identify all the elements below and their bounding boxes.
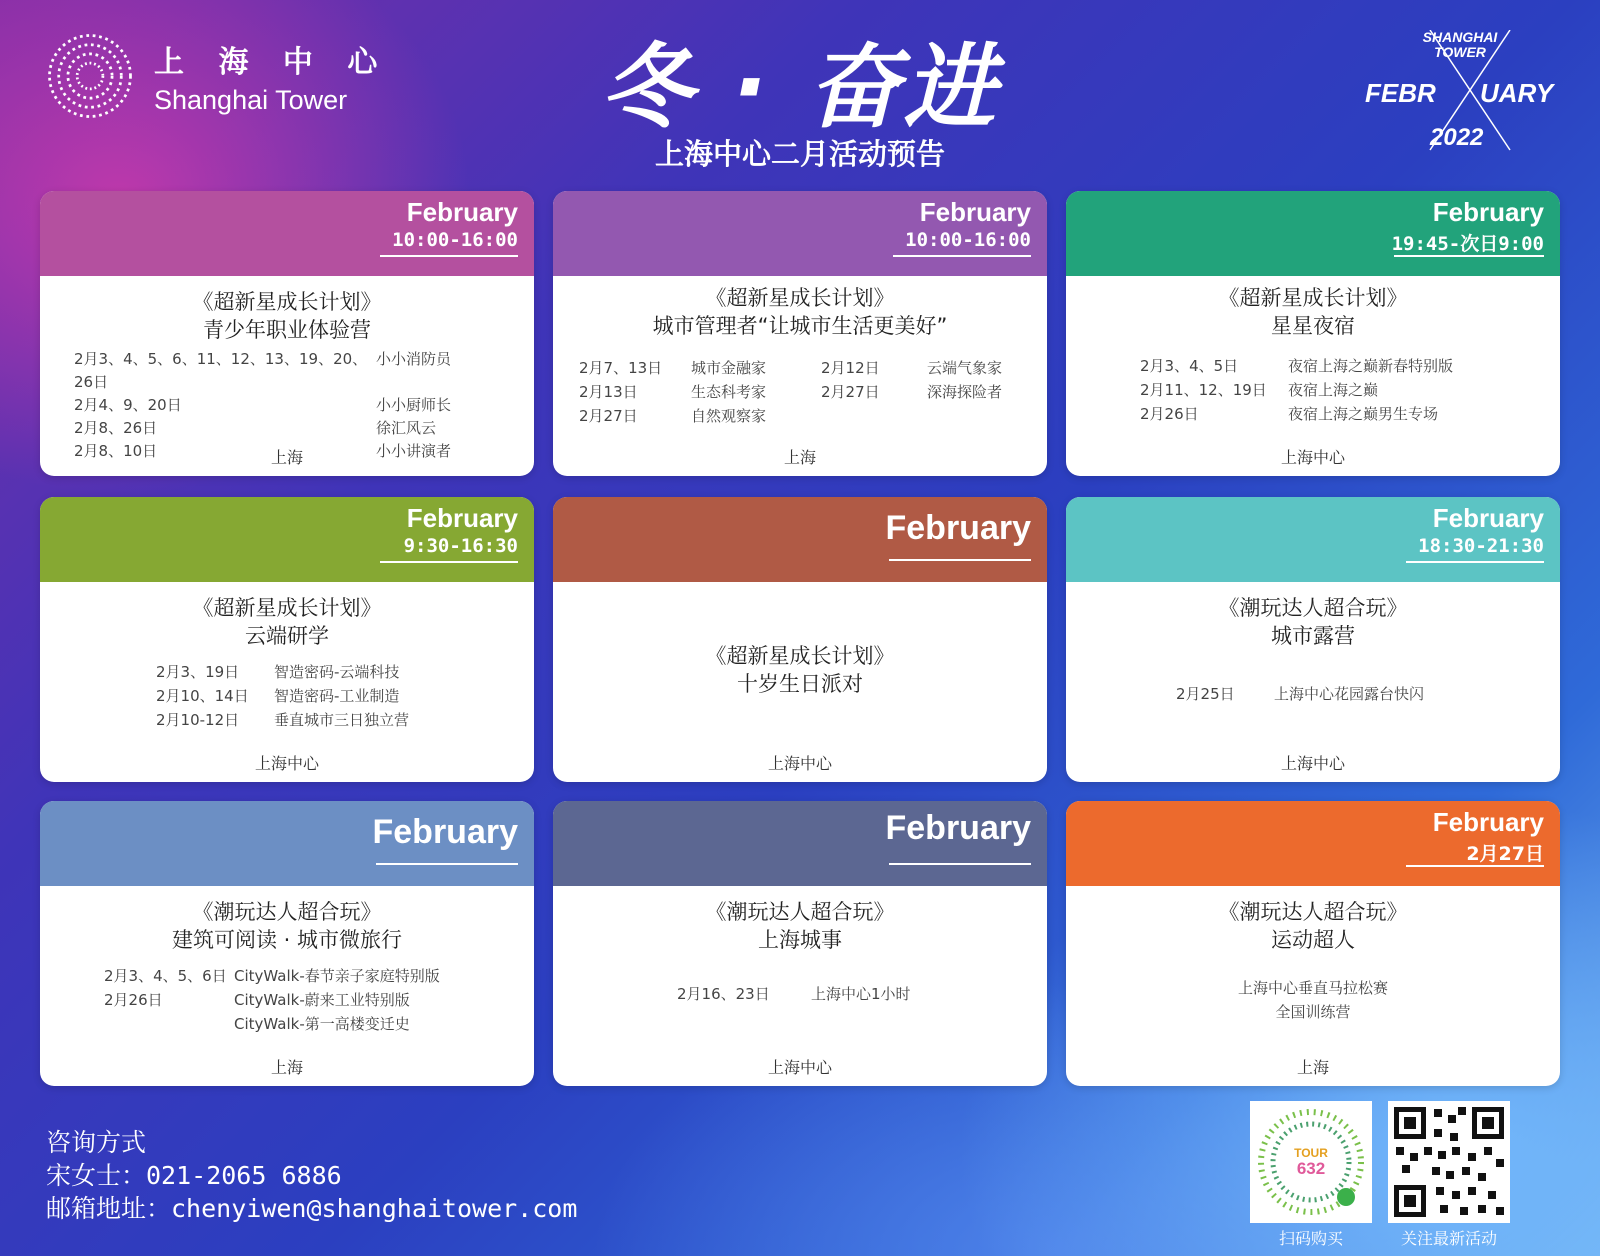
schedule-row: 全国训练营 [1275, 1003, 1351, 1021]
page-title: 冬 · 奋进 [600, 34, 1000, 141]
card-title [40, 276, 534, 344]
schedule-row: 2月16、23日 上海中心1小时 [677, 985, 911, 1003]
badge-month-right: UARY [1480, 78, 1554, 108]
card-venue: 上海中心 [254, 754, 319, 773]
event-card-sports-hero[interactable] [1066, 801, 1560, 1086]
card-header [553, 497, 1047, 582]
logo-english-name: Shanghai Tower [154, 84, 348, 115]
card-venue: 上海 [270, 1058, 303, 1077]
card-event-title: 上海城事 [758, 928, 842, 952]
contact-info [46, 1126, 577, 1225]
card-title [1066, 276, 1560, 340]
card-event-title: 建筑可阅读 · 城市微旅行 [171, 928, 403, 952]
schedule-row: 2月26日 夜宿上海之巅男生专场 [1140, 405, 1439, 423]
mini-program-code-icon [1250, 1101, 1372, 1223]
contact-label: 咨询方式 [46, 1128, 147, 1157]
card-month: February [406, 197, 518, 227]
card-header [553, 191, 1047, 276]
badge-tower-label: SHANGHAI TOWER [1422, 29, 1498, 60]
tower-spiral-icon [44, 30, 136, 122]
event-card-shanghai-stories[interactable] [553, 801, 1047, 1086]
event-card-career-camp[interactable] [40, 191, 534, 476]
card-header [40, 191, 534, 276]
schedule-row: 上海中心垂直马拉松赛 [1237, 979, 1388, 997]
qr-code-icon [1388, 1101, 1510, 1223]
qr-brand-text-top: TOUR [1294, 1146, 1328, 1160]
card-title [40, 886, 534, 954]
qr-brand-text-bottom: 632 [1296, 1159, 1326, 1178]
card-title [553, 582, 1047, 698]
card-time: 9:30-16:30 [403, 535, 518, 557]
card-month: February [1432, 807, 1544, 837]
card-time: 19:45-次日9:00 [1391, 233, 1544, 255]
event-card-birthday-party[interactable] [553, 497, 1047, 782]
card-month: February [1432, 503, 1544, 533]
qr-caption-purchase: 扫码购买 [1278, 1229, 1343, 1248]
card-title [1066, 886, 1560, 954]
schedule-row: 2月25日 上海中心花园露台快闪 [1176, 685, 1425, 703]
schedule-row: 2月3、4、5、6日 CityWalk-春节亲子家庭特别版 [104, 967, 440, 985]
badge-month-left: FEBR [1365, 78, 1436, 108]
schedule-row: 2月8、26日 徐汇风云 [74, 419, 437, 437]
card-series-title: 《超新星成长计划》 [192, 596, 382, 620]
badge-year: 2022 [1430, 124, 1484, 151]
card-venue: 上海中心 [1280, 754, 1345, 773]
card-month: February [1432, 197, 1544, 227]
card-venue: 上海中心 [767, 1058, 832, 1077]
header-underline [893, 255, 1031, 257]
schedule-row: 2月3、4、5、6、11、12、13、19、20、26日 小小消防员 [74, 350, 452, 391]
card-header [1066, 801, 1560, 886]
schedule-row: 2月26日 CityWalk-蔚来工业特别版 [104, 991, 410, 1009]
wechat-qr-code[interactable] [1388, 1101, 1510, 1223]
schedule-list [1066, 976, 1560, 1024]
schedule-list [1176, 682, 1424, 706]
header-underline [376, 863, 518, 865]
card-time: 2月27日 [1466, 843, 1544, 865]
event-card-city-manager[interactable] [553, 191, 1047, 476]
card-month: February [919, 197, 1031, 227]
card-event-title: 城市露营 [1271, 624, 1355, 648]
header-underline [889, 863, 1031, 865]
schedule-row: 2月10-12日 垂直城市三日独立营 [156, 711, 410, 729]
page-header [0, 0, 1600, 190]
card-series-title: 《潮玩达人超合玩》 [192, 900, 382, 924]
card-header [1066, 497, 1560, 582]
schedule-row: 2月27日 自然观察家 [579, 407, 767, 425]
event-card-city-camping[interactable] [1066, 497, 1560, 782]
contact-email[interactable]: 邮箱地址：chenyiwen@shanghaitower.com [46, 1194, 578, 1223]
schedule-row: 2月3、4、5日 夜宿上海之巅新春特别版 [1140, 357, 1454, 375]
card-series-title: 《超新星成长计划》 [1218, 286, 1408, 310]
header-underline [380, 561, 518, 563]
month-badge [1360, 30, 1560, 160]
card-time: 10:00-16:00 [905, 229, 1031, 251]
card-header [553, 801, 1047, 886]
schedule-row: 2月13日 生态科考家 2月27日 深海探险者 [579, 383, 1003, 401]
card-series-title: 《潮玩达人超合玩》 [1218, 596, 1408, 620]
schedule-row: CityWalk-第一高楼变迁史 [234, 1015, 410, 1033]
header-underline [1406, 865, 1544, 867]
card-title [1066, 582, 1560, 650]
header-underline [380, 255, 518, 257]
card-month: February [372, 813, 518, 851]
schedule-row: 2月8、10日 小小讲演者 [74, 442, 452, 460]
card-series-title: 《超新星成长计划》 [192, 290, 382, 314]
card-header [1066, 191, 1560, 276]
card-venue: 上海中心 [767, 754, 832, 773]
card-series-title: 《潮玩达人超合玩》 [705, 900, 895, 924]
card-title [40, 582, 534, 650]
card-event-title: 运动超人 [1271, 928, 1355, 952]
contact-phone[interactable]: 宋女士：021-2065 6886 [46, 1161, 342, 1190]
schedule-list [156, 660, 409, 732]
card-series-title: 《超新星成长计划》 [705, 644, 895, 668]
card-event-title: 星星夜宿 [1271, 314, 1355, 338]
card-header [40, 801, 534, 886]
card-series-title: 《潮玩达人超合玩》 [1218, 900, 1408, 924]
logo-chinese-name: 上 海 中 心 [154, 44, 390, 80]
card-month: February [406, 503, 518, 533]
card-series-title: 《超新星成长计划》 [705, 286, 895, 310]
card-title [553, 886, 1047, 954]
shanghai-tower-logo[interactable] [44, 30, 389, 122]
schedule-row: 2月11、12、19日 夜宿上海之巅 [1140, 381, 1379, 399]
schedule-list [1140, 354, 1453, 426]
card-venue: 上海 [783, 448, 816, 467]
card-header [40, 497, 534, 582]
page-subtitle: 上海中心二月活动预告 [654, 137, 945, 171]
header-underline [889, 559, 1031, 561]
event-card-architecture-walk[interactable] [40, 801, 534, 1086]
schedule-list [677, 982, 911, 1006]
card-month: February [885, 509, 1031, 547]
header-underline [1394, 255, 1544, 257]
qr-caption-follow: 关注最新活动 [1400, 1229, 1497, 1248]
schedule-row: 2月10、14日 智造密码-工业制造 [156, 687, 400, 705]
card-event-title: 云端研学 [245, 624, 329, 648]
schedule-row: 2月3、19日 智造密码-云端科技 [156, 663, 400, 681]
schedule-row: 2月7、13日 城市金融家 2月12日 云端气象家 [579, 359, 1003, 377]
event-card-cloud-study[interactable] [40, 497, 534, 782]
schedule-list [579, 356, 1002, 428]
card-venue: 上海 [270, 448, 303, 467]
schedule-list [104, 964, 440, 1036]
tour632-qr-code[interactable] [1250, 1101, 1372, 1223]
card-event-title: 城市管理者“让城市生活更美好” [652, 314, 948, 338]
card-event-title: 十岁生日派对 [737, 672, 863, 696]
event-card-stargazing[interactable] [1066, 191, 1560, 476]
header-underline [1406, 561, 1544, 563]
card-venue: 上海 [1296, 1058, 1329, 1077]
schedule-row: 2月4、9、20日 小小厨师长 [74, 396, 452, 414]
card-time: 10:00-16:00 [392, 229, 518, 251]
card-time: 18:30-21:30 [1418, 535, 1544, 557]
card-venue: 上海中心 [1280, 448, 1345, 467]
card-month: February [885, 809, 1031, 847]
card-event-title: 青少年职业体验营 [203, 318, 371, 342]
card-title [553, 276, 1047, 340]
